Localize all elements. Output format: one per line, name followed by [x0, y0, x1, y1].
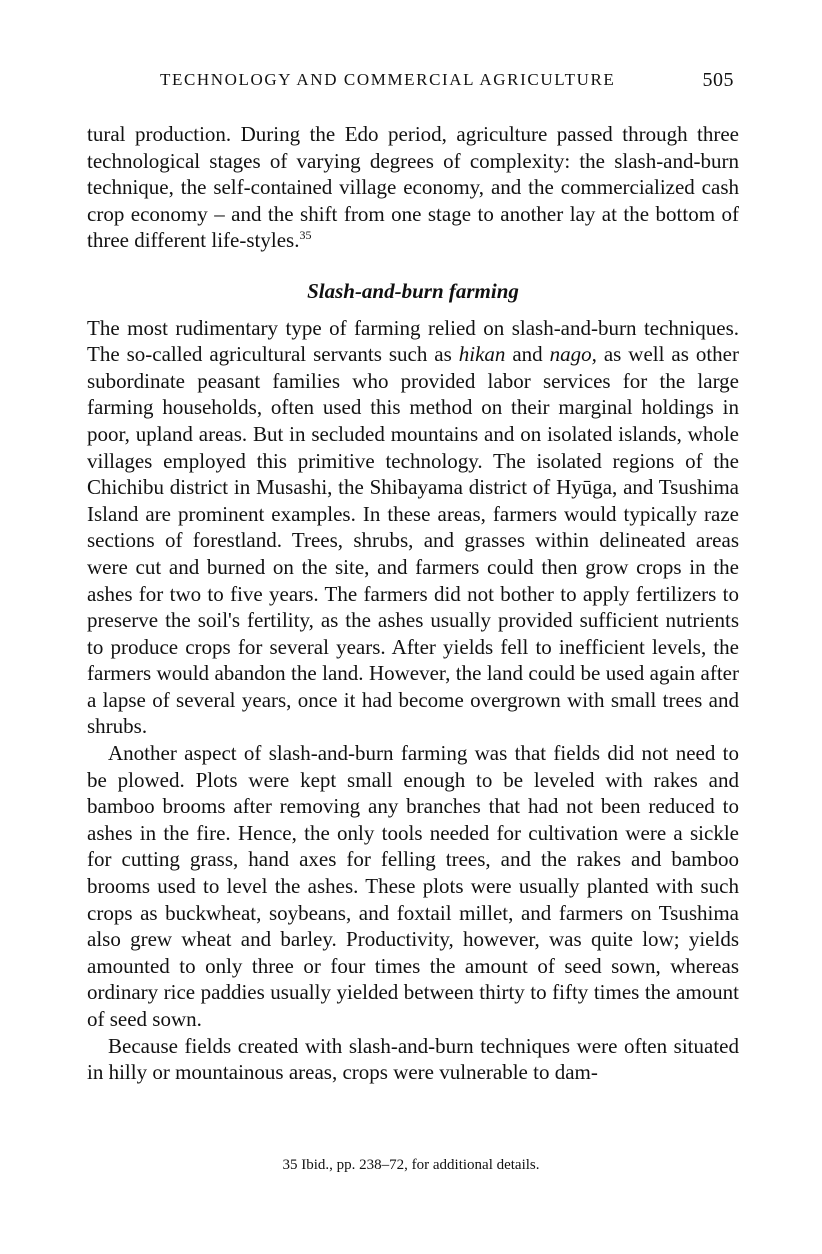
running-head-title: TECHNOLOGY AND COMMERCIAL AGRICULTURE [160, 70, 616, 89]
page-number: 505 [702, 69, 734, 91]
body-text [87, 121, 739, 1086]
paragraph-1 [87, 315, 739, 741]
footnote-reference: 35 [299, 228, 312, 243]
term-nago: nago, [549, 342, 597, 367]
section-heading: Slash-and-burn farming [307, 278, 519, 303]
paragraph-1-text-b: and [505, 342, 550, 367]
term-hikan: hikan [458, 342, 506, 367]
paragraph-1-text-c: as well as other subordinate peasant families who provided labor services for the large farming households, often used this method on their marginal holdings in poor, upland areas. But in secluded mountains and on isolated islands, whole villages employed this primitive technology. The isolated regions of the Chichibu district in Musashi, the Shibayama district of Hyūga, and Tsushima Island are prominent examples. In these areas, farmers would typically raze sections of forestland. Trees, shrubs, and grasses within delineated areas were cut and burned on the site, and farmers could then grow crops in the ashes for two to five years. The farmers did not bother to apply fertilizers to preserve the soil's fertility, as the ashes usually provided sufficient nutrients to produce crops for several years. After yields fell to inefficient levels, the farmers would abandon the land. However, the land could be used again after a lapse of several years, once it had become overgrown with small trees and shrubs. [87, 342, 739, 739]
paragraph-2: Another aspect of slash-and-burn farming was that fields did not need to be plowed. Plots were kept small enough to be leveled with rakes and bamboo brooms after removing any branches that had not been reduced to ashes in the fire. Hence, the only tools needed for cultivation were a sickle for cutting grass, hand axes for felling trees, and the rakes and bamboo brooms used to level the ashes. These plots were usually planted with such crops as buckwheat, soybeans, and foxtail millet, and farmers on Tsushima also grew wheat and barley. Productivity, however, was quite low; yields amounted to only three or four times the amount of seed sown, whereas ordinary rice paddies usually yielded between thirty to fifty times the amount of seed sown. [87, 741, 739, 1031]
intro-paragraph [87, 121, 739, 254]
paragraph-3: Because fields created with slash-and-burn techniques were often situated in hilly or mountainous areas, crops were vulnerable to dam- [87, 1033, 739, 1085]
intro-text: tural production. During the Edo period, agriculture passed through three technological stages of varying degrees of complexity: the slash-and-burn technique, the self-contained village economy, and the commercialized cash crop economy – and the shift from one stage to another lay at the bottom of three different life-styles. [87, 122, 739, 253]
running-head [160, 70, 736, 100]
footnote: 35 Ibid., pp. 238–72, for additional details. [282, 1157, 540, 1173]
paragraph-1-text-a: The most rudimentary type of farming relied on slash-and-burn techniques. The so-called agricultural servants such as [87, 315, 739, 367]
